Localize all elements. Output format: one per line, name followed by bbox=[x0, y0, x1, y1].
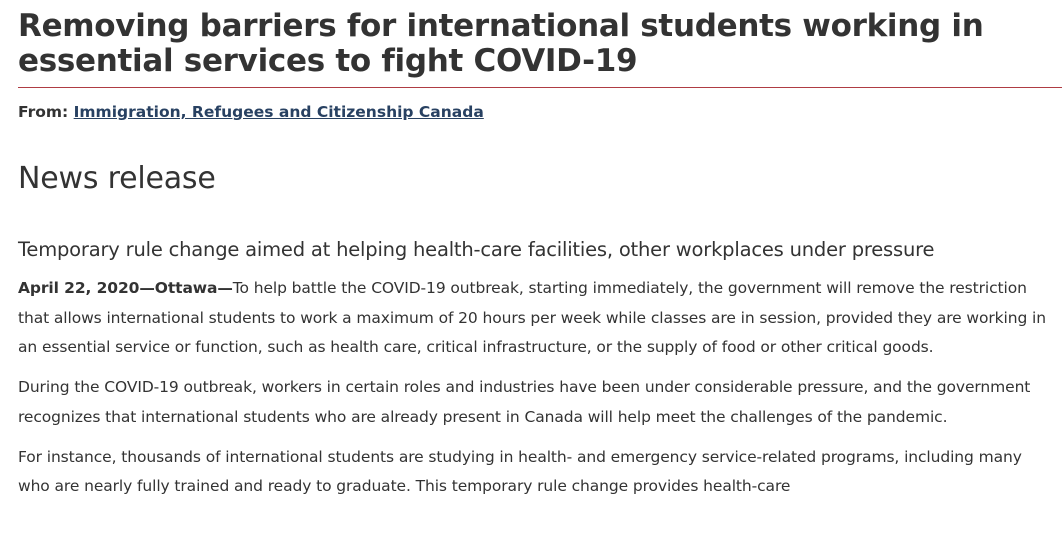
paragraph-3: For instance, thousands of international students are studying in health- and emergency service-related programs, including many who are nearly fully trained and ready to graduate. This temporary rule change provides health-care bbox=[18, 447, 1022, 495]
section-title: News release bbox=[18, 161, 216, 196]
page-title: Removing barriers for international students working in essential services to fight COVID-19 bbox=[18, 8, 984, 79]
paragraph-1-text: To help battle the COVID-19 outbreak, starting immediately, the government will remove the restriction that allows international students to work a maximum of 20 hours per week while classes are in session, provided they are working in an essential service or function, such as health care, critical infrastructure, or the supply of food or other critical goods. bbox=[18, 279, 1046, 356]
article-subhead: Temporary rule change aimed at helping health-care facilities, other workplaces under pressure bbox=[18, 238, 935, 261]
from-line bbox=[18, 102, 1062, 122]
paragraph-1 bbox=[18, 274, 1048, 363]
title-divider bbox=[18, 87, 1062, 88]
article-body bbox=[18, 274, 1048, 512]
department-link[interactable]: Immigration, Refugees and Citizenship Canada bbox=[73, 103, 484, 121]
dateline: April 22, 2020—Ottawa— bbox=[18, 279, 233, 297]
from-label: From: bbox=[18, 103, 74, 121]
paragraph-2: During the COVID-19 outbreak, workers in certain roles and industries have been under considerable pressure, and the government recognizes that international students who are already present in Canada will help meet the challenges of the pandemic. bbox=[18, 378, 1031, 426]
article-page bbox=[18, 0, 1062, 495]
